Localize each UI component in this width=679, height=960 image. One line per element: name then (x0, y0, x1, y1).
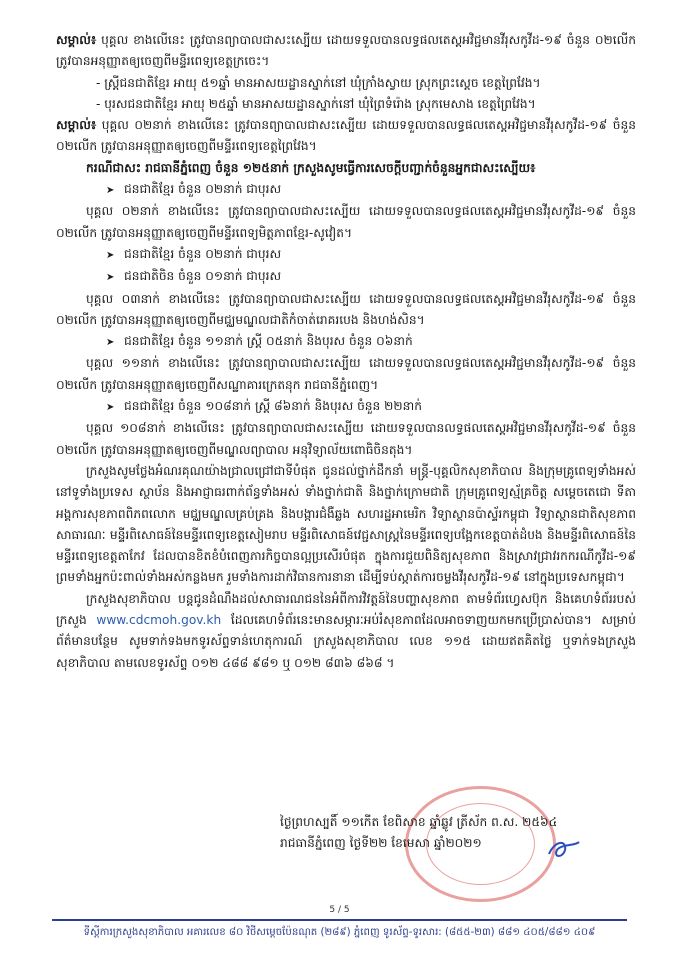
footer-divider (52, 919, 627, 921)
arrow-icon: ➤ (106, 337, 115, 349)
bullet-item: ➤ ជនជាតិខ្មែរ ចំនួន ០២នាក់ ជាបុរស (56, 179, 636, 201)
body-paragraph: បុគ្គល ១១នាក់ ខាងលើនេះ ត្រូវបានព្យាបាលជាសះស្បើយ ដោយទទួលបានលទ្ធផលតេស្តអវិជ្ជមានវីរុសកូវីដ-១៩ ចំនួន ០២លើក ត្រូវបានអនុញ្ញាតឲ្យចេញពីសណ្ឋាគារក្រេតនុក រាជធានីភ្នំពេញ។ (56, 356, 636, 392)
patient-line: - បុរសជនជាតិខ្មែរ អាយុ ២៥ឆ្នាំ មានអាសយដ្ឋានស្នាក់នៅ ឃុំព្រៃទំរ៉ោង ស្រុកមេសាង ខេត្តព្រៃវែង។ (96, 96, 536, 111)
note-paragraph: សម្គាល់៖ បុគ្គល ខាងលើនេះ ត្រូវបានព្យាបាលជាសះស្បើយ ដោយទទួលបានលទ្ធផលតេស្តអវិជ្ជមានវីរុសកូវីដ-១៩ ចំនួន ០២លើក ត្រូវបានអនុញ្ញាតឲ្យចេញពីមន្ទីរពេទ្យខេត្តក្រចេះ។ (56, 33, 636, 69)
handwritten-signature (545, 836, 585, 862)
body-paragraph: បុគ្គល ១០៨នាក់ ខាងលើនេះ ត្រូវបានព្យាបាលជាសះស្បើយ ដោយទទួលបានលទ្ធផលតេស្តអវិជ្ជមានវីរុសកូវីដ-១៩ ចំនួន ០២លើក ត្រូវបានអនុញ្ញាតឲ្យចេញពីមណ្ឌលព្យាបាល អនុវិទ្យាល័យពោធិចិនតុង។ (56, 421, 636, 457)
body-paragraph: បុគ្គល ០២នាក់ ខាងលើនេះ ត្រូវបានព្យាបាលជាសះស្បើយ ដោយទទួលបានលទ្ធផលតេស្តអវិជ្ជមានវីរុសកូវីដ-១៩ ចំនួន ០២លើក ត្រូវបានអនុញ្ញាតឲ្យចេញពីមន្ទីរពេទ្យមិត្តភាពខ្មែរ-សូវៀត។ (56, 204, 636, 240)
arrow-icon: ➤ (106, 185, 115, 197)
acknowledgement-paragraph: ក្រសួងសូមថ្លែងអំណរគុណយ៉ាងជ្រាលជ្រៅជាទីបំផុត ជូនដល់ថ្នាក់ដឹកនាំ មន្ត្រី-បុគ្គលិកសុខាភិបាល និងក្រុមគ្រូពេទ្យទាំងអស់នៅទូទាំងប្រទេស ស្ថាប័ន និងអាជ្ញាធរពាក់ព័ន្ធទាំងអស់ ទាំងថ្នាក់ជាតិ និងថ្នាក់ក្រោមជាតិ ក្រុមគ្រូពេទ្យស្ម័គ្រចិត្ត សម្តេចតេជោ ទីតា អង្គការសុខភាពពិភពលោក មជ្ឈមណ្ឌលគ្រប់គ្រង និងបង្ការជំងឺឆ្លង សហរដ្ឋអាមេរិក វិទ្យាស្ថានប៉ាស្ទ័រកម្ពុជា វិទ្យាស្ថានជាតិសុខភាពសាធារណៈ មន្ទីរពិសោធន៍នៃមន្ទីរពេទ្យខេត្តសៀមរាប មន្ទីរពិសោធន៍វេជ្ជសាស្ត្រនៃមន្ទីរពេទ្យបង្អែកខេត្តបាត់ដំបង និងមន្ទីរពិសោធន៍នៃមន្ទីរពេទ្យខេត្តតាកែវ ដែលបានខិតខំបំពេញភារកិច្ចបានល្អប្រសើរបំផុត ក្នុងការជួយពិនិត្យសុខភាព និងស្រាវជ្រាវរកករណីកូវីដ-១៩ ព្រមទាំងអ្នកប៉ះពាល់ទាំងអស់កន្លងមក រួមទាំងការដាក់វិធានការនានា ដើម្បីទប់ស្កាត់ការចម្លងវីរុសកូវីដ-១៩ នៅក្នុងប្រទេសកម្ពុជា។ (56, 463, 636, 585)
arrow-icon: ➤ (106, 272, 115, 284)
bullet-item: ➤ ជនជាតិខ្មែរ ចំនួន ១១នាក់ ស្ត្រី ០៥នាក់ និងបុរស ចំនួន ០៦នាក់ (56, 331, 636, 353)
bullet-item: ➤ ជនជាតិខ្មែរ ចំនួន ០២នាក់ ជាបុរស (56, 244, 636, 266)
patient-line: - ស្ត្រីជនជាតិខ្មែរ អាយុ ៥១ឆ្នាំ មានអាសយដ្ឋានស្នាក់នៅ ឃុំក្រាំងស្វាយ ស្រុកព្រះស្តេច ខេត្តព្រៃវែង។ (96, 75, 541, 90)
arrow-icon: ➤ (106, 249, 115, 261)
footer-address: ទីស្ដីការក្រសួងសុខាភិបាល អគារលេខ ៨០ វិថីសម្ដេចប៉ែនណុត (២៨៩) ភ្នំពេញ ទូរស័ព្ទ-ទូរសារ: (៨៥៥-២៣) ៨៨១ ៤០៥/៨៨១ ៤០៩ (83, 927, 596, 938)
lunar-date-line: ថ្ងៃព្រហស្បតិ៍ ១១កើត ខែពិសាខ ឆ្នាំឆ្លូវ ត្រីស័ក ព.ស. ២៥៦៤ (280, 815, 558, 829)
document-body (56, 30, 636, 674)
arrow-icon: ➤ (106, 402, 115, 414)
section-heading: ករណីជាសះ រាជធានីភ្នំពេញ ចំនួន ១២៥នាក់ ក្រសួងសូមធ្វើការសេចក្ដីបញ្ជាក់ចំនួនអ្នកជាសះស្បើយ៖ (86, 160, 536, 175)
signature-block (280, 812, 640, 854)
page-number: 5 / 5 (329, 905, 350, 915)
body-paragraph: បុគ្គល ០៣នាក់ ខាងលើនេះ ត្រូវបានព្យាបាលជាសះស្បើយ ដោយទទួលបានលទ្ធផលតេស្តអវិជ្ជមានវីរុសកូវីដ-១៩ ចំនួន ០២លើក ត្រូវបានអនុញ្ញាតឲ្យចេញពីមជ្ឈមណ្ឌលជាតិកំចាត់រោគរបេង និងហង់សិន។ (56, 291, 636, 327)
website-link[interactable]: www.cdcmoh.gov.kh (96, 613, 222, 628)
gregorian-date-line: រាជធានីភ្នំពេញ ថ្ងៃទី២២ ខែមេសា ឆ្នាំ២០២១ (280, 836, 482, 850)
bullet-item: ➤ ជនជាតិចិន ចំនួន ០១នាក់ ជាបុរស (56, 266, 636, 288)
note-paragraph: សម្គាល់៖ បុគ្គល ០២នាក់ ខាងលើនេះ ត្រូវបានព្យាបាលជាសះស្បើយ ដោយទទួលបានលទ្ធផលតេស្តអវិជ្ជមានវីរុសកូវីដ-១៩ ចំនួន ០២លើក ត្រូវបានអនុញ្ញាតឲ្យចេញពីមន្ទីរពេទ្យខេត្តព្រៃវែង។ (56, 118, 636, 154)
bullet-item: ➤ ជនជាតិខ្មែរ ចំនួន ១០៨នាក់ ស្ត្រី ៨៦នាក់ និងបុរស ចំនួន ២២នាក់ (56, 396, 636, 418)
contact-paragraph: ក្រសួងសុខាភិបាល បន្តជូនដំណឹងដល់សាធារណជននៃអំពីការវិវត្តន៍នៃបញ្ហាសុខភាព តាមទំព័រហ្វេសប៊ុក និងគេហទំព័ររបស់ក្រសួង www.cdcmoh.gov.kh ដែលគេហទំព័រនេះមានសម្ភារៈអប់រំសុខភាពដែលអាចទាញយកមកប្រើប្រាស់បាន។ សម្រាប់ព័ត៌មានបន្ថែម សូមទាក់ទងមកទូរស័ព្ទទាន់ហេតុការណ៍ ក្រសួងសុខាភិបាល លេខ ១១៥ ដោយឥតគិតថ្លៃ ឬទាក់ទងក្រសួងសុខាភិបាល តាមលេខទូរស័ព្ទ ០១២ ៤៨៨ ៩៨១ ឬ ០១២ ៨៣៦ ៨៦៨ ។ (56, 591, 636, 670)
